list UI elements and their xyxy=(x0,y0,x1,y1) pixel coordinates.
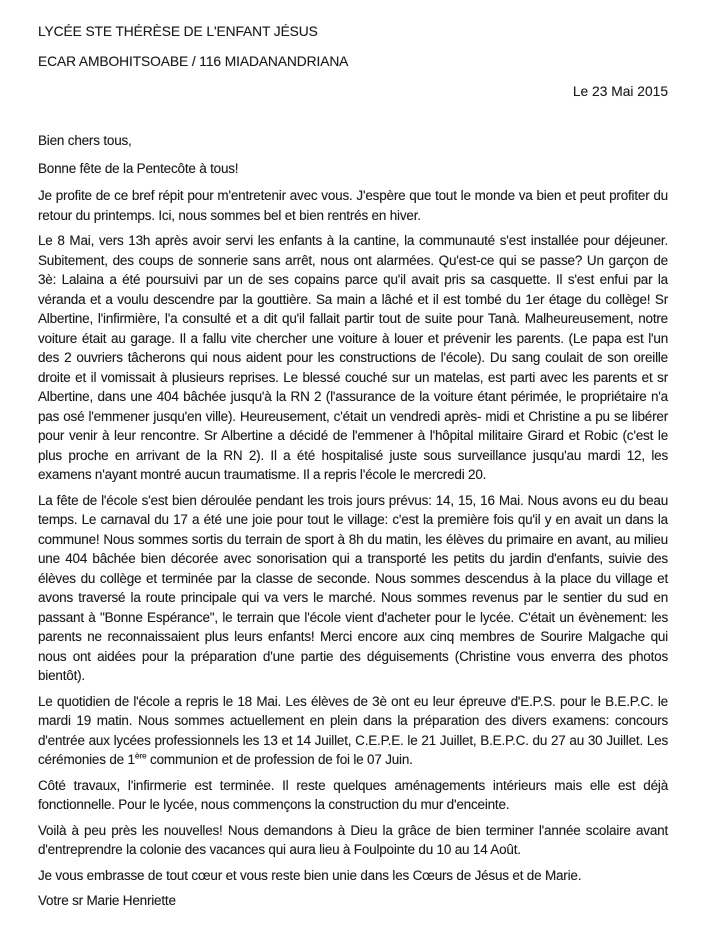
paragraph-examens xyxy=(38,692,668,770)
letterhead xyxy=(38,22,668,102)
paragraph-nouvelles: Voilà à peu près les nouvelles! Nous demandons à Dieu la grâce de bien terminer l'année scolaire avant d'entreprendre la colonie des vacances qui aura lieu à Foulpointe du 10 au 14 Août. xyxy=(38,822,668,857)
signature: Votre sr Marie Henriette xyxy=(38,893,176,908)
school-address: ECAR AMBOHITSOABE / 116 MIADANANDRIANA xyxy=(38,54,349,69)
ordinal-superscript: ère xyxy=(134,750,147,761)
paragraph-examens-text-cont: communion et de profession de foi le 07 Juin. xyxy=(146,752,413,767)
paragraph-fete-ecole: La fête de l'école s'est bien déroulée pendant les trois jours prévus: 14, 15, 16 Mai. Nous avons eu du beau temps. Le carnaval du 17 a été une joie pour tout le village: c'est la première fois qu'il y en avait un dans la commune! Nous sommes sortis du terrain de sport à 8h du matin, les élèves du primaire en avant, au milieu une 404 bâchée bien décorée avec sonorisation qui a transporté les petits du jardin d'enfants, suivie des élèves du collège et terminée par la classe de seconde. Nous sommes descendus à la place du village et avons traversé la route principale qui va vers le marché. Nous sommes revenus par le sentier du sud en passant à "Bonne Espérance", le terrain que l'école vient d'acheter pour le lycée. C'était un évènement: les parents ne reconnaissaient plus leurs enfants! Merci encore aux cinq membres de Sourire Malgache qui nous ont aidées pour la préparation d'une partie des déguisements (Christine vous enverra des photos bientôt). xyxy=(38,492,668,683)
paragraph-examens-text: Le quotidien de l'école a repris le 18 Mai. Les élèves de 3è ont eu leur épreuve d'E.P.S. pour le B.E.P.C. le mardi 19 matin. Nous sommes actuellement en plein dans la préparation des divers examens: concours d'entrée aux lycées professionnels les 13 et 14 Juillet, C.E.P.E. le 21 Juillet, B.E.P.C. du 27 au 30 Juillet. Les cérémonies de 1 xyxy=(38,693,668,767)
opening-line: Bonne fête de la Pentecôte à tous! xyxy=(38,160,239,176)
salutation: Bien chers tous, xyxy=(38,133,132,148)
letter-date: Le 23 Mai 2015 xyxy=(572,84,668,99)
paragraph-travaux: Côté travaux, l'infirmerie est terminée. Il reste quelques aménagements intérieurs mais elle est déjà fonctionnelle. Pour le lycée, nous commençons la construction du mur d'enceinte. xyxy=(38,777,668,812)
letter-body xyxy=(38,131,668,911)
paragraph-intro: Je profite de ce bref répit pour m'entretenir avec vous. J'espère que tout le monde va bien et peut profiter du retour du printemps. Ici, nous sommes bel et bien rentrés en hiver. xyxy=(38,188,668,223)
paragraph-accident: Le 8 Mai, vers 13h après avoir servi les enfants à la cantine, la communauté s'est installée pour déjeuner. Subitement, des coups de sonnerie sans arrêt, nous ont alarmées. Qu'est-ce qui se passe? Un garçon de 3è: Lalaina a été poursuivi par un de ses copains parce qu'il avait pris sa casquette. Il s'est enfui par la véranda et a voulu descendre par la gouttière. Sa main a lâché et il est tombé du 1er étage du collège! Sr Albertine, l'infirmière, l'a consulté et a dit qu'il fallait partir tout de suite pour Tanà. Malheureusement, notre voiture était au garage. Il a fallu vite chercher une voiture à louer et prévenir les parents. (Le papa est l'un des 2 ouvriers tâcherons qui nous aident pour les constructions de l'école). Du sang coulait de son oreille droite et il vomissait à plusieurs reprises. Le blessé couché sur un matelas, est parti avec les parents et sr Albertine, dans une 404 bâchée jusqu'à la RN 2 (l'assurance de la voiture étant périmée, le propriétaire n'a pas osé l'emmener jusqu'en ville). Heureusement, c'était un vendredi après- midi et Christine a pu se libérer pour venir à leur rencontre. Sr Albertine a décidé de l'emmener à l'hôpital militaire Girard et Robic (c'est le plus proche en arrivant de la RN 2). Il a été hospitalisé juste sous surveillance jusqu'au mardi 12, les examens n'ayant montré aucun traumatisme. Il a repris l'école le mercredi 20. xyxy=(38,233,668,482)
school-name: LYCÉE STE THÉRÈSE DE L'ENFANT JÉSUS xyxy=(38,24,318,39)
paragraph-adieu: Je vous embrasse de tout cœur et vous reste bien unie dans les Cœurs de Jésus et de Marie. xyxy=(38,867,582,883)
